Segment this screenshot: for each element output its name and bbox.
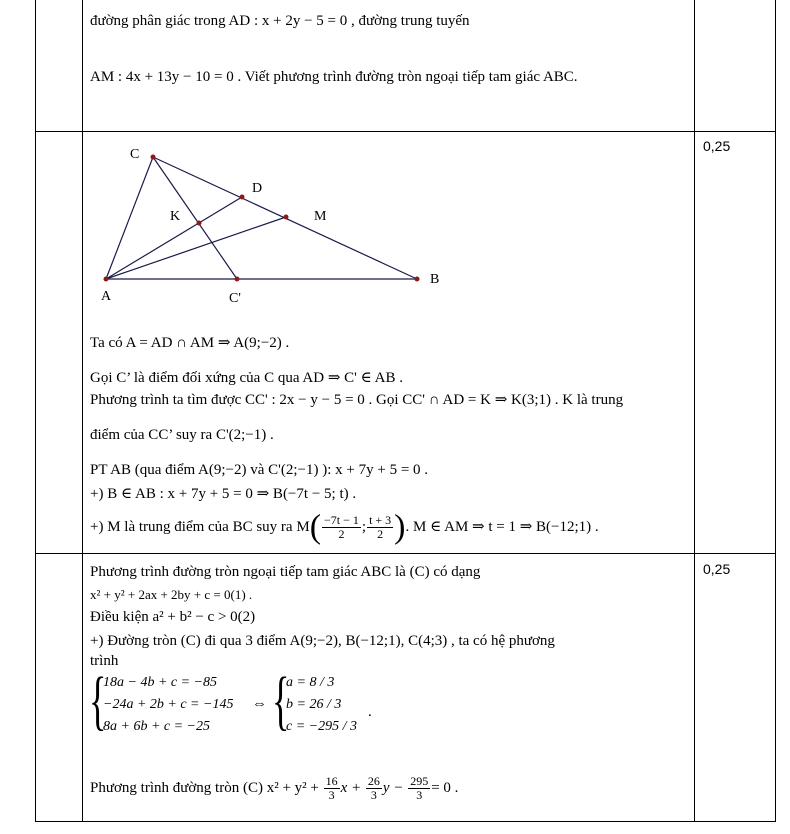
final-fraction-3: $\frac{295}{3}$ [410, 774, 429, 803]
label-b: B [430, 272, 440, 287]
segment-cc-prime [153, 157, 237, 279]
triangle-figure [95, 140, 475, 310]
fraction-1: $\frac{-7t - 1}{2}$ [324, 513, 359, 542]
solution-line-1: Ta có A = AD ∩ AM ⇒ A(9;−2) . [90, 335, 290, 351]
solution-c: c = −295 / 3 [286, 719, 357, 734]
solution-line-4: điểm của CC’ suy ra C'(2;−1) . [90, 427, 274, 443]
final-plus: x + [340, 780, 362, 796]
solution-line-7-lead: +) M là trung điểm của BC suy ra M [90, 519, 310, 535]
system-period: . [368, 704, 372, 720]
solution-a: a = 8 / 3 [286, 675, 335, 690]
final-tail: = 0 . [431, 780, 459, 796]
table-right-border [775, 0, 776, 822]
system-eq-3: 8a + 6b + c = −25 [103, 719, 211, 734]
solution-line-5: PT AB (qua điểm A(9;−2) và C'(2;−1) ): x + 7y + 5 = 0 . [90, 462, 429, 478]
paren-open: ( [309, 508, 322, 546]
solution-line-3: Phương trình ta tìm được CC' : 2x − y − 5 = 0 . Gọi CC' ∩ AD = K ⇒ K(3;1) . K là trung [90, 392, 624, 408]
label-a: A [101, 289, 112, 304]
system-brace-right: { [272, 664, 290, 737]
segment-ca [106, 157, 153, 279]
point-c-prime [235, 277, 240, 282]
solution-b: b = 26 / 3 [286, 697, 342, 712]
solution-line-7-tail: . M ∈ AM ⇒ t = 1 ⇒ B(−12;1) . [405, 519, 599, 535]
system-right [286, 672, 357, 738]
final-minus: y − [382, 780, 404, 796]
iff-symbol: ⇔ [252, 696, 267, 712]
system-brace-left: { [89, 664, 107, 737]
paren-close: ) [394, 508, 406, 546]
label-k: K [170, 209, 181, 224]
point-a [104, 277, 109, 282]
fraction-2: $\frac{t + 3}{2}$ [369, 513, 392, 542]
segment-am [106, 217, 286, 279]
system-eq-2: −24a + 2b + c = −145 [103, 697, 234, 712]
system-left [103, 672, 233, 738]
label-m: M [314, 209, 327, 224]
system-eq-1: 18a − 4b + c = −85 [103, 675, 218, 690]
label-c: C [130, 147, 140, 162]
table-bottom-border [35, 821, 776, 822]
table-col-divider-2 [694, 0, 695, 822]
final-fraction-2: $\frac{26}{3}$ [367, 774, 380, 803]
circle-line-5: trình [90, 653, 119, 669]
point-d [240, 195, 245, 200]
row-divider-1 [35, 131, 776, 132]
final-fraction-1: $\frac{16}{3}$ [325, 774, 338, 803]
point-c [151, 155, 156, 160]
table-col-divider-1 [82, 0, 83, 822]
solution-line-7: +) M là trung điểm của BC suy ra M( $\frac{-7t - 1}{2}$ ; $\frac{t + 3}{2}$ ). M ∈ AM ⇒ t = 1 ⇒ B(−12;1) . [90, 508, 599, 546]
final-lead: Phương trình đường tròn (C) x² + y² + [90, 780, 319, 796]
point-b [415, 277, 420, 282]
solution-line-6: +) B ∈ AB : x + 7y + 5 = 0 ⇒ B(−7t − 5; t) . [90, 486, 357, 502]
circle-line-1: Phương trình đường tròn ngoại tiếp tam giác ABC là (C) có dạng [90, 564, 481, 580]
solution-line-2: Gọi C’ là điểm đối xứng của C qua AD ⇒ C' ∈ AB . [90, 370, 403, 386]
table-left-border [35, 0, 36, 822]
problem-line-1: đường phân giác trong AD : x + 2y − 5 = 0 , đường trung tuyến [90, 13, 470, 29]
problem-line-2: AM : 4x + 13y − 10 = 0 . Viết phương trình đường tròn ngoại tiếp tam giác ABC. [90, 69, 578, 85]
point-m [284, 215, 289, 220]
label-d: D [252, 181, 263, 196]
final-equation [90, 768, 458, 808]
score-row-3: 0,25 [703, 561, 731, 577]
circle-line-3: Điều kiện a² + b² − c > 0(2) [90, 609, 256, 625]
circle-line-4: +) Đường tròn (C) đi qua 3 điểm A(9;−2), B(−12;1), C(4;3) , ta có hệ phương [90, 633, 555, 649]
circle-line-2: x² + y² + 2ax + 2by + c = 0(1) . [90, 587, 253, 602]
label-c-prime: C' [229, 291, 241, 306]
score-row-2: 0,25 [703, 138, 731, 154]
point-k [197, 221, 202, 226]
row-divider-2 [35, 553, 776, 554]
